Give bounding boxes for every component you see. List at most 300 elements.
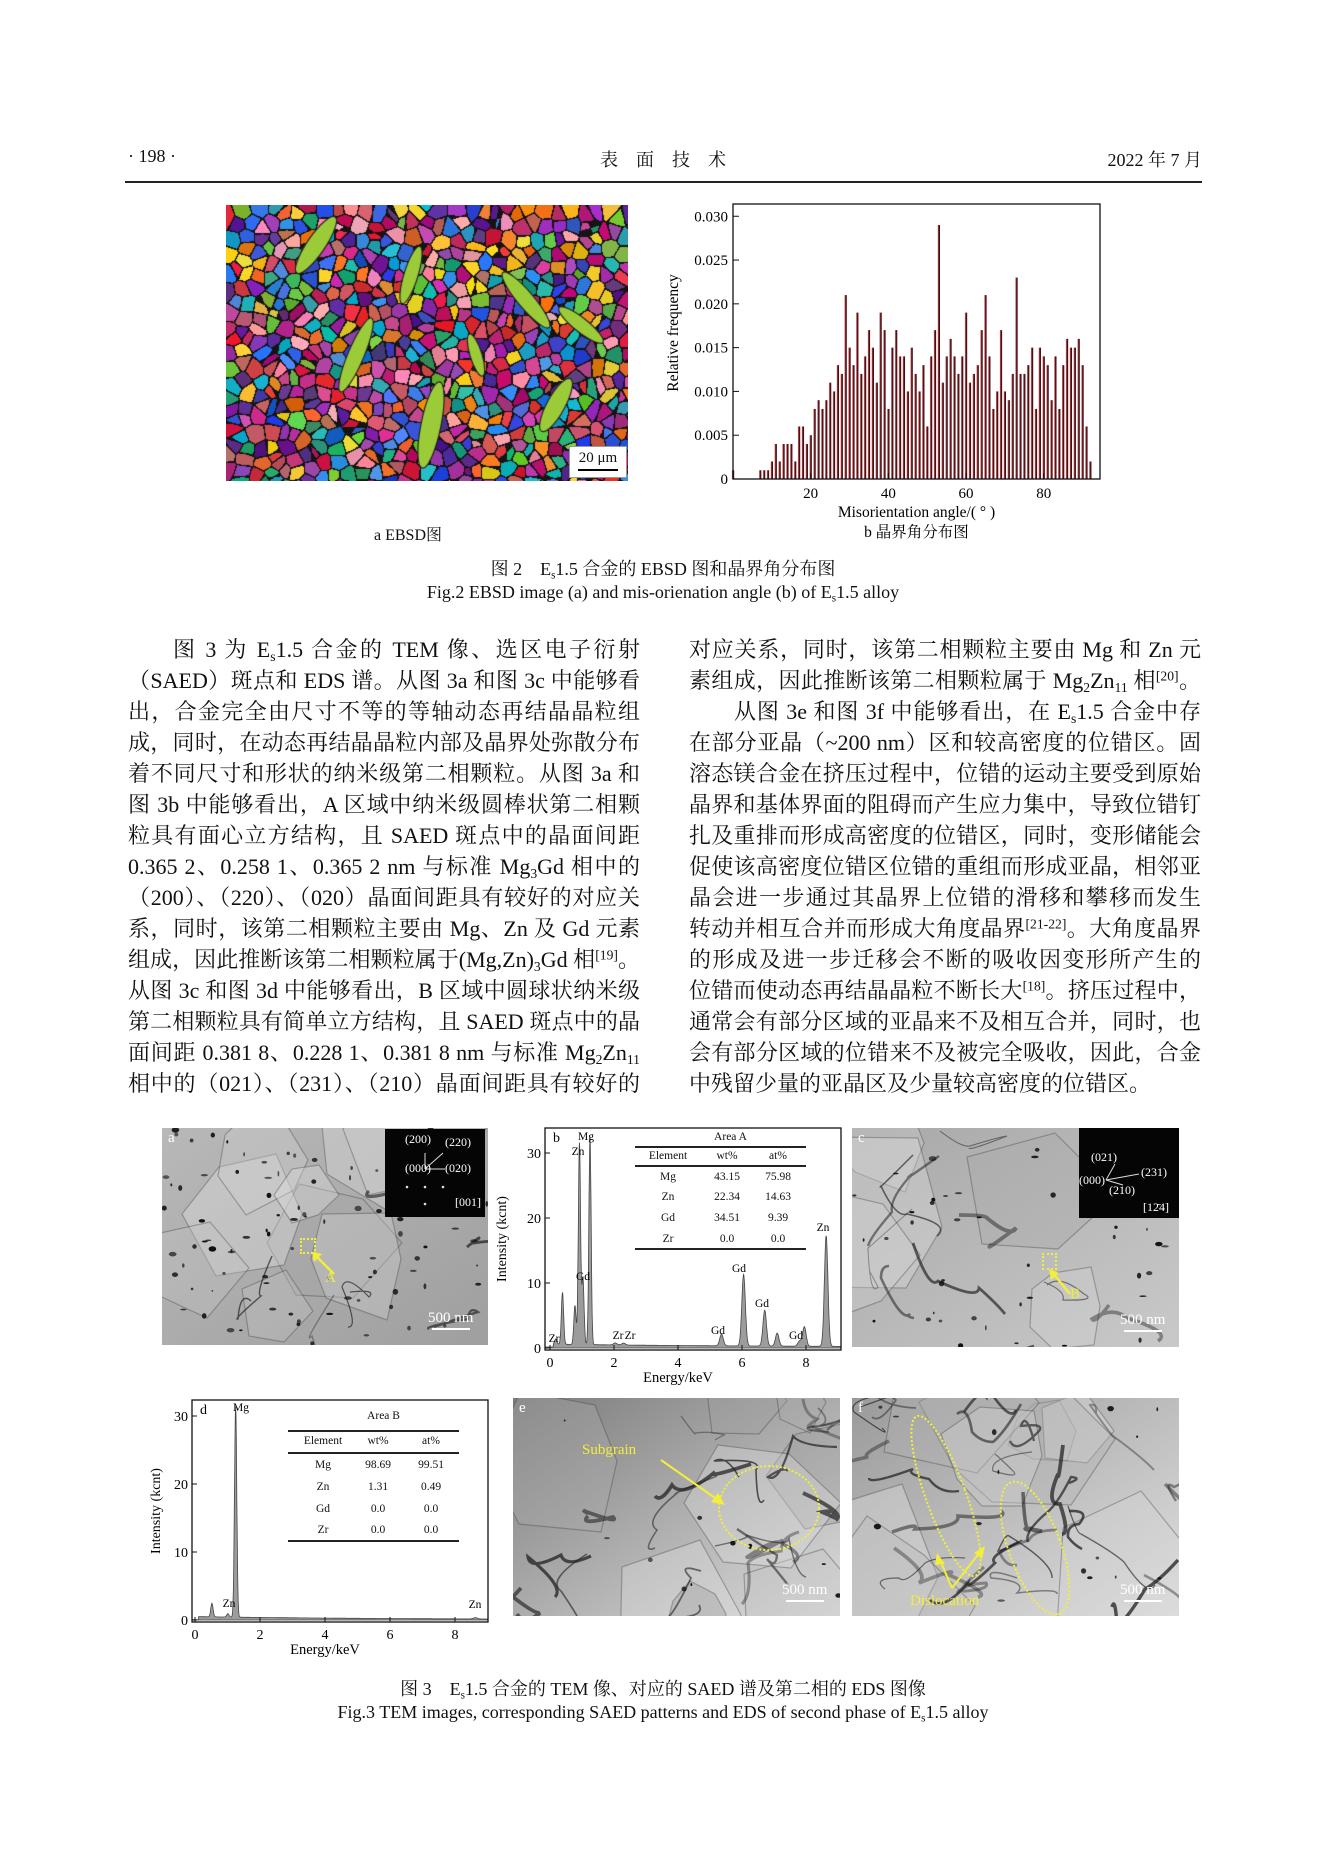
body-text-line [689,975,1201,1006]
text-run: 晶会进一步通过其晶界上位错的滑移和攀移而发生 [689,885,1201,910]
second-phase-particle [375,1169,378,1172]
fig2-caption-en [427,582,899,603]
text-run: 成，同时，在动态再结晶晶粒内部及晶界处弥散分布 [128,730,640,755]
x-tick-label: 80 [1036,486,1052,502]
text-run: 会有部分区域的位错来不及被完全吸收，因此，合金 [689,1040,1201,1065]
second-phase-particle [364,1334,370,1336]
second-phase-particle [269,1308,276,1311]
second-phase-particle [350,1166,353,1170]
histogram-bar [945,356,947,479]
x-tick-label: 4 [321,1628,329,1643]
histogram-bar [771,461,773,479]
subscript: 11 [626,1052,640,1068]
text-run: 1.5 alloy [836,582,900,602]
histogram-bar [988,356,990,479]
table-cell: Mg [660,1171,676,1183]
second-phase-particle [205,1239,211,1241]
second-phase-particle [323,1219,325,1223]
histogram-bar [965,313,967,479]
table-cell: 0.0 [770,1233,786,1245]
text-run: 。挤压过程中， [1045,978,1201,1003]
table-cell: 1.31 [367,1481,389,1493]
text-run: 1.5 alloy [925,1702,989,1722]
histogram-bar [910,348,912,479]
second-phase-particle [368,1276,372,1278]
table-cell: Gd [660,1212,676,1224]
second-phase-particle [277,1214,280,1216]
panel-label: d [200,1403,207,1418]
text-run: 第二相颗粒具有简单立方结构，且 SAED 斑点中的晶 [128,1009,640,1034]
tem-c-scalebar [1120,1312,1165,1332]
second-phase-particle [873,1320,876,1323]
y-tick-label: 10 [527,1277,541,1292]
histogram-bar [1066,339,1068,479]
histogram-bar [891,348,893,479]
second-phase-particle [1027,1263,1030,1267]
table-rule [288,1430,459,1432]
second-phase-particle [954,1218,960,1221]
subscript: 11 [1114,680,1128,696]
histogram-bar [1085,426,1087,479]
table-cell: 22.34 [714,1191,740,1203]
x-tick-label: 6 [386,1628,394,1643]
text-run: 0.365 2、0.258 1、0.365 2 nm 与标准 Mg [128,854,531,879]
x-tick-label: 60 [958,486,974,502]
second-phase-particle [227,1328,235,1332]
second-phase-particle [1138,1337,1141,1342]
body-text-line [128,851,640,882]
y-axis-label: Intensity (kcnt) [149,1468,164,1554]
body-text-line [689,1006,1201,1037]
text-run: Gd 相 [540,947,596,972]
second-phase-particle [1035,1148,1040,1152]
x-tick-label: 2 [610,1356,618,1371]
text-run: 1.5 合金的 EBSD 图和晶界角分布图 [555,559,836,579]
table-rule [288,1540,459,1542]
second-phase-particle [373,1270,377,1275]
table-cell: Zn [661,1191,675,1203]
second-phase-particle [290,1218,298,1221]
x-tick-label: 8 [451,1628,459,1643]
second-phase-particle [1146,1271,1152,1275]
x-axis-label: Energy/keV [643,1370,713,1386]
text-run: 促使该高密度位错区位错的重组而形成亚晶，相邻亚 [689,854,1201,879]
histogram-bar [821,409,823,479]
journal-title: 表 面 技 术 [600,150,726,170]
histogram-bar [907,391,909,479]
histogram-bar [1043,356,1045,479]
body-text-line [689,758,1201,789]
body-right-column [689,634,1201,1099]
text-run: 的形成及进一步迁移会不断的吸收因变形所产生的 [689,947,1201,972]
subscript: 3 [533,959,541,975]
second-phase-particle [470,1239,477,1242]
body-text-line [128,696,640,727]
header-rule [125,181,1202,183]
histogram-bar [1050,400,1052,479]
subscript: 2 [595,1052,603,1068]
second-phase-particle [289,1313,294,1316]
second-phase-particle [201,1174,208,1176]
x-axis-label: Energy/keV [290,1642,360,1658]
histogram-bar [1023,374,1025,479]
ebsd-scalebar-label: 20 μm [578,450,618,466]
body-text-line [128,1037,640,1068]
histogram-bar [872,348,874,479]
y-tick-label: 0 [181,1614,188,1629]
second-phase-particle [297,1319,301,1324]
text-run: 溶态镁合金在挤压过程中，位错的运动主要受到原始 [689,761,1201,786]
histogram-bar [794,461,796,479]
y-tick-label: 0 [720,472,728,488]
histogram-bar [942,383,944,479]
histogram-bar [1027,365,1029,479]
text-run: 位错而使动态再结晶晶粒不断长大 [689,978,1023,1003]
table-rule [635,1165,806,1167]
second-phase-particle [211,1290,213,1292]
table-rule [635,1146,806,1148]
histogram-bar [782,444,784,479]
histogram-bar [1015,278,1017,479]
second-phase-particle [267,1193,272,1198]
second-phase-particle [451,1227,459,1229]
fig3-caption-en [338,1702,989,1723]
second-phase-particle [893,1173,899,1175]
second-phase-particle [1137,1273,1141,1279]
second-phase-particle [312,1158,318,1162]
second-phase-particle [222,1272,225,1275]
saed-inset-c [1079,1128,1179,1218]
table-cell: Zn [316,1481,330,1493]
body-text-line [689,1068,1201,1099]
y-tick-label: 0.025 [694,253,728,270]
histogram-bar [844,295,846,479]
second-phase-particle [376,1209,382,1213]
histogram-bar [841,374,843,479]
histogram-bar [860,374,862,479]
table-header: wt% [716,1150,738,1162]
saed-a-spot: (020) [445,1161,471,1175]
histogram-bar [949,339,951,479]
table-cell: 99.51 [418,1459,444,1471]
peak-label: Mg [578,1131,594,1143]
histogram-bar [977,365,979,479]
second-phase-particle [909,1211,914,1213]
body-text-line [128,975,640,1006]
histogram-bar [1089,461,1091,479]
body-text-line [689,665,1201,696]
misorientation-histogram [660,190,1120,550]
y-tick-label: 0.020 [694,296,728,313]
histogram-bar [1031,348,1033,479]
saed-a-spot: (000) [405,1161,431,1175]
y-tick-label: 20 [527,1212,541,1227]
body-text-line [128,665,640,696]
second-phase-particle [202,1313,207,1318]
histogram-bar [938,225,940,479]
second-phase-particle [344,1296,352,1300]
citation-superscript: [20] [1155,668,1179,684]
scalebar-label: 500 nm [1120,1582,1166,1598]
histogram-bar [759,470,761,479]
histogram-bar [829,383,831,479]
peak-label: Zr [624,1330,636,1342]
text-run: 。 [1178,668,1201,693]
histogram-bar [1035,409,1037,479]
histogram-bar [969,383,971,479]
saed-a-spot: (200) [405,1132,431,1146]
subscript: s [270,649,276,665]
text-run: 图 3 为 E [173,637,271,662]
histogram-bar [914,374,916,479]
body-text-line [128,820,640,851]
x-tick-label: 0 [546,1356,554,1371]
saed-inset-a [385,1129,485,1217]
area-a-label: A [325,1270,336,1286]
text-run: （200）、（220）、（020）晶面间距具有较好的对应关 [128,885,640,910]
second-phase-particle [863,1238,865,1241]
second-phase-particle [985,1325,987,1330]
table-header: at% [422,1435,440,1447]
text-run: 对应关系，同时，该第二相颗粒主要由 Mg 和 Zn 元 [689,637,1201,662]
dislocation-label: Dislocation [910,1593,980,1609]
text-run: 图 3 E [400,1679,461,1699]
subscript: s [1070,711,1077,727]
peak-label: Gd [575,1271,591,1283]
x-tick-label: 20 [803,486,819,502]
second-phase-particle [1161,1245,1169,1247]
histogram-bar [864,356,866,479]
histogram-bar [980,330,982,479]
histogram-bar [1008,400,1010,479]
histogram-bar [1054,356,1056,479]
second-phase-particle [355,1206,362,1211]
histogram-bar [984,295,986,479]
histogram-bar [918,391,920,479]
saed-a-spot: (220) [445,1135,471,1149]
second-phase-particle [414,1256,419,1261]
second-phase-particle [169,1252,177,1257]
peak-label: Zn [816,1222,830,1234]
saed-c-spot: (021) [1091,1150,1117,1164]
second-phase-particle [929,1156,937,1161]
body-text-line [128,789,640,820]
x-tick-label: 40 [880,486,896,502]
histogram-bar [887,409,889,479]
table-cell: 0.49 [420,1481,442,1493]
histogram-bar [883,330,885,479]
second-phase-particle [290,1247,294,1250]
y-tick-label: 20 [174,1478,188,1493]
saed-c-zone-axis: [12̄4] [1143,1200,1169,1214]
x-tick-label: 6 [738,1356,746,1371]
saed-c-spot: (231) [1141,1165,1167,1179]
histogram-bar [996,391,998,479]
saed-c-spot: (000) [1079,1173,1105,1187]
second-phase-particle [971,1316,976,1320]
table-cell: 75.98 [765,1171,791,1183]
histogram-bar [1070,348,1072,479]
text-run: 晶界和基体界面的阻碍而产生应力集中，导致位错钉 [689,792,1201,817]
histogram-bar [833,391,835,479]
body-text-line [689,820,1201,851]
page-number: · 198 · [128,146,176,166]
histogram-bar [806,444,808,479]
text-run: 转动并相互合并而形成大角度晶界 [689,916,1026,941]
fig2-caption-cn [491,555,836,581]
histogram-bar [1004,391,1006,479]
body-text-line [689,851,1201,882]
second-phase-particle [933,1312,935,1315]
text-run: Zn [602,1040,627,1065]
second-phase-particle [955,1192,962,1194]
second-phase-particle [1027,1297,1033,1299]
text-run: 从图 3c 和图 3d 中能够看出，B 区域中圆球状纳米级 [128,978,640,1003]
second-phase-particle [209,1246,217,1251]
peak-label: Mg [233,1402,249,1414]
second-phase-particle [410,1270,417,1272]
y-axis-label: Intensity (kcnt) [495,1196,510,1282]
issue-date: 2022 年 7 月 [1107,150,1202,170]
fig3-caption-cn [400,1675,926,1701]
histogram-bar [934,330,936,479]
body-text-line [128,1068,640,1099]
histogram-bar [798,426,800,479]
second-phase-particle [199,1219,205,1222]
table-title: Area B [367,1410,400,1422]
subscript: s [831,592,837,605]
second-phase-particle [191,1288,194,1291]
table-cell: Gd [315,1503,331,1515]
second-phase-particle [939,1281,945,1286]
second-phase-particle [190,1139,194,1143]
histogram-bar [837,365,839,479]
text-run: 组成，因此推断该第二相颗粒属于(Mg,Zn) [128,947,534,972]
table-title: Area A [714,1131,747,1143]
second-phase-particle [349,1175,351,1180]
tem-e-scalebar [782,1582,827,1602]
ebsd-map-image [226,205,628,481]
histogram-bar [876,383,878,479]
histogram-bar [817,400,819,479]
table-rule [635,1248,806,1250]
text-run: 1.5 合金中存 [1076,699,1201,724]
table-cell: 0.0 [719,1233,735,1245]
second-phase-particle [1050,1192,1055,1197]
text-run: 面间距 0.381 8、0.228 1、0.381 8 nm 与标准 Mg [128,1040,596,1065]
histogram-bar [868,330,870,479]
x-axis-label: Misorientation angle/( ° ) [837,504,996,521]
tem-a-scalebar [428,1310,473,1330]
histogram-bar [810,435,812,479]
second-phase-particle [243,1236,251,1239]
body-text-line [689,696,1201,727]
histogram-bar [767,470,769,479]
scalebar-label: 500 nm [1120,1312,1166,1328]
second-phase-particle [266,1229,268,1233]
y-tick-label: 0.010 [694,384,728,401]
histogram-bar [922,365,924,479]
second-phase-particle [485,1201,488,1207]
histogram-bar [1046,365,1048,479]
histogram-bar [926,426,928,479]
second-phase-particle [178,1185,182,1191]
text-run: 图 2 E [490,559,552,579]
text-run: 。大角度晶界 [1066,916,1201,941]
second-phase-particle [357,1299,361,1302]
second-phase-particle [264,1177,272,1179]
body-text-line [689,913,1201,944]
second-phase-particle [475,1283,481,1286]
text-run: 中残留少量的亚晶区及少量较高密度的位错区。 [689,1071,1152,1096]
text-run: 扎及重排而形成高密度的位错区，同时，变形储能会 [689,823,1201,848]
table-header: wt% [367,1435,389,1447]
second-phase-particle [226,1140,228,1143]
histogram-bar [848,348,850,479]
histogram-bar [879,313,881,479]
text-run: 在部分亚晶（~200 nm）区和较高密度的位错区。固 [689,730,1201,755]
second-phase-particle [1139,1295,1146,1297]
second-phase-particle [407,1326,411,1331]
peak-label: Zr [612,1330,624,1342]
panel-label: b [553,1131,560,1146]
y-axis-label: Relative frequency [665,274,682,392]
body-text-line [689,1037,1201,1068]
second-phase-particle [1062,1345,1067,1347]
histogram-bar [856,313,858,479]
text-run: 1.5 合金的 TEM 像、选区电子衍射 [275,637,640,662]
x-tick-label: 8 [802,1356,810,1371]
second-phase-particle [1031,1156,1038,1159]
histogram-bar [1074,348,1076,479]
peak-label: Zr [548,1333,560,1345]
histogram-bar [1039,348,1041,479]
histogram-bar [775,444,777,479]
text-run: （SAED）斑点和 EDS 谱。从图 3a 和图 3c 中能够看 [128,668,640,693]
second-phase-particle [398,1231,403,1237]
body-text-line [128,1006,640,1037]
histogram-bar [825,400,827,479]
text-run: 系，同时，该第二相颗粒主要由 Mg、Zn 及 Gd 元素 [128,916,640,941]
second-phase-particle [423,1283,426,1289]
text-run: Fig.2 EBSD image (a) and mis-orienation angle (b) of E [426,582,832,602]
second-phase-particle [852,1194,856,1196]
second-phase-particle [370,1257,377,1260]
text-run: 1.5 合金的 TEM 像、对应的 SAED 谱及第二相的 EDS 图像 [464,1679,926,1699]
chart-subtitle: b 晶界角分布图 [864,524,969,541]
second-phase-particle [930,1201,935,1205]
fig2a-label: a EBSD图 [373,527,443,544]
second-phase-particle [170,1183,172,1186]
subscript: 2 [1083,680,1091,696]
second-phase-particle [180,1309,186,1311]
histogram-bar [1062,365,1064,479]
body-text-line [128,913,640,944]
text-run: 出，合金完全由尺寸不等的等轴动态再结晶晶粒组 [128,699,640,724]
table-cell: 0.0 [423,1503,439,1515]
second-phase-particle [230,1249,232,1253]
second-phase-particle [182,1263,184,1267]
second-phase-particle [304,1216,307,1218]
y-tick-label: 0.015 [694,340,728,357]
table-cell: 0.0 [423,1524,439,1536]
table-header: Element [303,1435,343,1447]
second-phase-particle [931,1198,935,1202]
body-text-line [128,758,640,789]
table-cell: 0.0 [370,1524,386,1536]
table-header: at% [769,1150,787,1162]
text-run: 从图 3e 和图 3f 中能够看出，在 E [734,699,1071,724]
